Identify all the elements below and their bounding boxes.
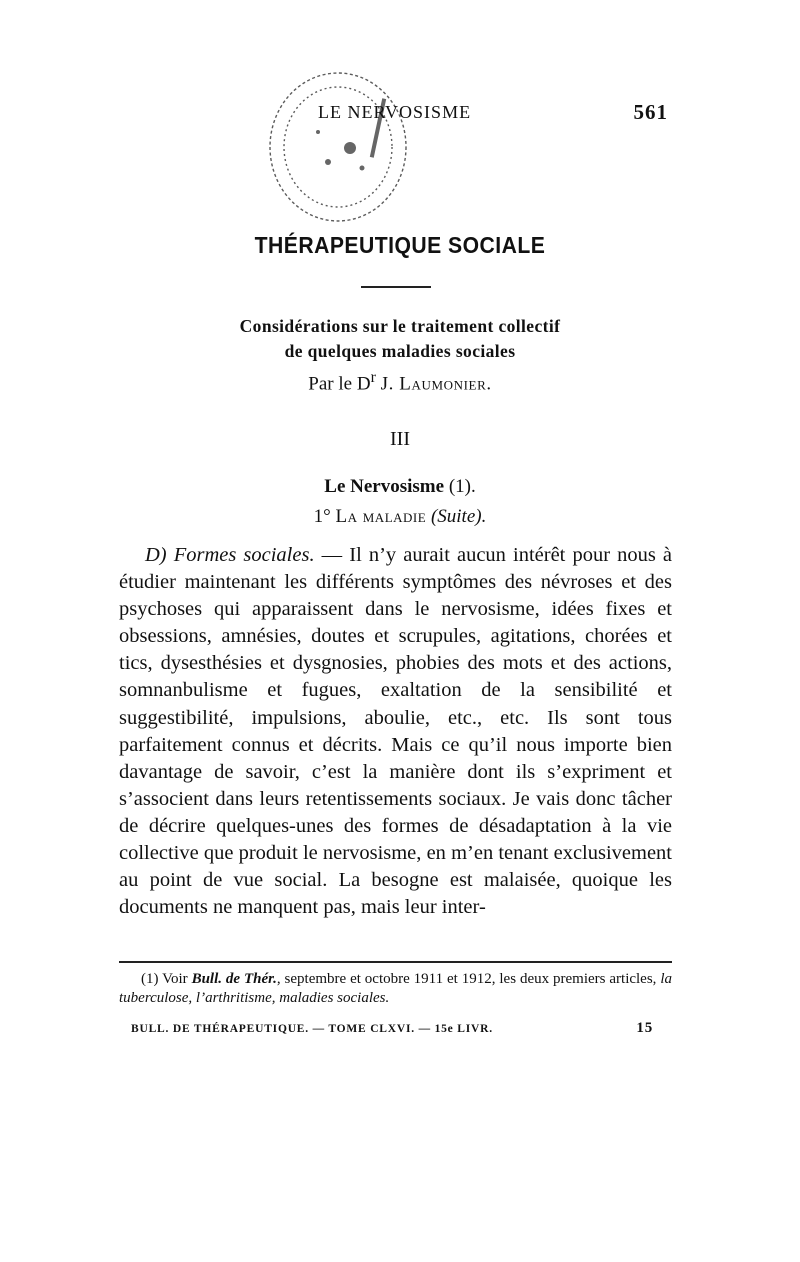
byline-sup: r — [370, 369, 376, 386]
part-heading — [0, 506, 800, 528]
bottom-line-signature: 15 — [636, 1020, 653, 1036]
footnote-paragraph — [119, 970, 672, 1008]
body-text — [119, 542, 672, 921]
body-paragraph-text: — Il n’y aurait aucun intérêt pour nous à étudier maintenant les différents symptômes des névroses et des psychoses qui apparaissent dans le nervosisme, idées fixes et obsessions, amnésies, doutes et scrupules, agitations, chorées et tics, dysesthésies et dysgnosies, phobies des mots et des actions, somnanbulisme et fugues, exaltation de la sensibilité et suggestibilité, impulsions, aboulie, etc., etc. Ils sont tous parfaitement connus et décrits. Mais ce qu’il nous importe bien davantage de savoir, c’est la manière dont ils s’expriment et s’associent dans leurs retentissements sociaux. Je vais donc tâcher de décrire quelques-unes des formes de désadaptation à la vie collective que produit le nervosisme, en m’en tenant exclusivement au point de vue social. La besogne est malaisée, quoique les documents ne manquent pas, mais leur inter- — [119, 544, 672, 919]
footnote-text: , septembre et octobre 1911 et 1912, les deux premiers articles, — [276, 971, 661, 987]
chapter-title-text: Le Nervosisme — [324, 476, 445, 497]
footnote-titles: la tuberculose, l’arthritisme, maladies sociales. — [119, 971, 672, 1006]
running-head — [318, 100, 668, 130]
footnote-journal: Bull. de Thér. — [191, 971, 277, 987]
byline-author: J. Laumonier. — [380, 373, 492, 395]
part-title: La maladie — [335, 506, 427, 527]
bottom-signature-line — [131, 1020, 653, 1040]
title-rule — [361, 286, 431, 288]
footnote — [119, 970, 672, 1008]
byline-prefix: Par le D — [308, 373, 371, 395]
article-subtitle-line1: Considérations sur le traitement collectif — [239, 316, 561, 336]
footnote-marker: (1) Voir — [141, 971, 192, 987]
article-subtitle-line2: de quelques maladies sociales — [284, 341, 516, 361]
chapter-title — [0, 476, 800, 498]
footnote-rule — [119, 961, 672, 963]
running-head-title: LE NERVOSISME — [318, 102, 472, 122]
part-suffix: (Suite). — [430, 506, 487, 527]
library-stamp-icon — [258, 62, 418, 232]
body-paragraph — [119, 542, 672, 921]
section-title: THÉRAPEUTIQUE SOCIALE — [254, 232, 546, 258]
part-number: 1° — [313, 506, 336, 527]
body-heading: D) Formes sociales. — [145, 544, 315, 566]
byline — [0, 369, 800, 395]
chapter-roman-numeral: III — [390, 428, 410, 450]
chapter-note-ref: (1). — [448, 476, 476, 497]
page-number: 561 — [633, 100, 668, 124]
bottom-line-text: BULL. DE THÉRAPEUTIQUE. — TOME CLXVI. — 15e LIVR. — [131, 1023, 493, 1035]
